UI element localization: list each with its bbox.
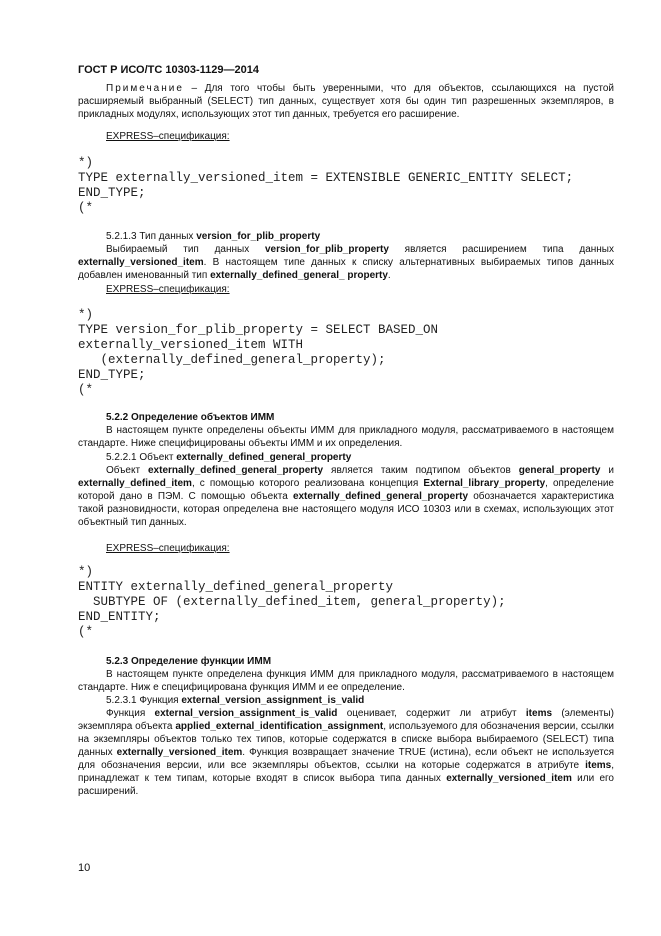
section-5221-number: 5.2.2.1 Объект xyxy=(106,452,177,463)
term: version_for_plib_property xyxy=(265,244,389,255)
express-label-text: EXPRESS–спецификация: xyxy=(106,131,230,142)
text: является таким подтипом объектов xyxy=(323,465,519,476)
term: external_version_assignment_is_valid xyxy=(154,708,338,719)
code-block-entity-externally-defined-general-property: *) ENTITY externally_defined_general_property SUBTYPE OF (externally_defined_item, general_property); END_ENTITY; (* xyxy=(78,565,506,639)
term: externally_defined_item xyxy=(78,478,192,489)
term: items xyxy=(525,708,553,719)
text: , с помощью которого реализована концепция xyxy=(191,478,424,489)
text: . Функция возвращает значение TRUE (истина), если объект не используется для обозначения версии, или все экземпляры объектов, ссылки на которые содержатся в атрибуте xyxy=(78,747,614,771)
text: оценивает, содержит ли атрибут xyxy=(337,708,526,719)
express-label-text: EXPRESS–спецификация: xyxy=(106,284,230,295)
term: externally_defined_general_property xyxy=(292,491,469,502)
code-block-version-for-plib-property: *) TYPE version_for_plib_property = SELECT BASED_ON externally_versioned_item WITH (externally_defined_general_property); END_TYPE; (* xyxy=(78,308,439,397)
text: , используемого для обозначения версии, ссылки на экземпляры объектов только тех типов, которые содержатся в списке выбора выбираемого (SELECT) типа данных xyxy=(78,721,614,758)
section-523-heading: 5.2.3 Определение функции ИММ xyxy=(106,656,272,667)
section-5213-heading xyxy=(78,230,614,243)
term: items xyxy=(585,760,612,771)
term: externally_versioned_item xyxy=(446,773,572,784)
text: , определение которой дано в ПЭМ. С помощью объекта xyxy=(78,478,614,502)
text: . xyxy=(387,270,391,281)
express-label-3 xyxy=(78,542,614,555)
document-header: ГОСТ Р ИСО/ТС 10303-1129—2014 xyxy=(78,64,259,76)
section-5231-number: 5.2.3.1 Функция xyxy=(106,695,182,706)
text: и xyxy=(600,465,614,476)
page-number: 10 xyxy=(78,862,91,874)
note-dash: – xyxy=(183,83,205,94)
section-522-heading: 5.2.2 Определение объектов ИММ xyxy=(106,412,275,423)
section-5221-paragraph xyxy=(78,464,614,529)
text: . В настоящем типе данных к списку альтернативных выбираемых типов данных добавлен именованный тип xyxy=(78,257,614,281)
express-label-2 xyxy=(78,283,614,296)
section-5221-heading xyxy=(78,451,614,464)
section-5213-paragraph xyxy=(78,243,614,282)
text: Выбираемый тип данных xyxy=(106,244,265,255)
section-523-paragraph: В настоящем пункте определена функция ИММ для прикладного модуля, рассматриваемого в настоящем стандарте. Ниж е специфицирована функция ИММ и ее определение. xyxy=(78,669,614,693)
section-5213-name: version_for_plib_property xyxy=(196,231,321,242)
term: External_library_property xyxy=(423,478,546,489)
term: externally_defined_general_property xyxy=(148,465,324,476)
section-5231-heading xyxy=(78,694,614,707)
note-text: Для того чтобы быть уверенными, что для объектов, ссылающихся на пустой расширяемый выбранный (SELECT) тип данных, существует хотя бы один тип разрешенных экземпляров, в прикладных модулях, использующих этот тип данных, требуется его расширение. xyxy=(78,83,614,120)
express-label-1 xyxy=(78,130,614,143)
text: Функция xyxy=(106,708,155,719)
note-paragraph xyxy=(78,82,614,121)
term: general_property xyxy=(518,465,601,476)
term: externally_versioned_item xyxy=(116,747,243,758)
section-522-paragraph: В настоящем пункте определены объекты ИММ для прикладного модуля, рассматриваемого в настоящем стандарте. Ниже специфицированы объекты ИММ и их определения. xyxy=(78,425,614,449)
section-5231-paragraph xyxy=(78,707,614,798)
term: externally_versioned_item xyxy=(78,257,204,268)
note-label: Примечание xyxy=(106,83,184,94)
code-block-type-externally-versioned-item: *) TYPE externally_versioned_item = EXTENSIBLE GENERIC_ENTITY SELECT; END_TYPE; (* xyxy=(78,156,574,215)
section-5231-name: external_version_assignment_is_valid xyxy=(181,695,365,706)
term: externally_defined_general_ property xyxy=(210,270,388,281)
text: является расширением типа данных xyxy=(388,244,614,255)
text: (элементы) экземпляра объекта xyxy=(78,708,615,732)
text: обозначается характеристика такой разновидности, которая определена вне настоящего модуля ИСО 10303 или в схемах, использующих этот объектный тип данных. xyxy=(78,491,614,528)
term: applied_external_identification_assignment xyxy=(175,721,384,732)
express-label-text: EXPRESS–спецификация: xyxy=(106,543,230,554)
text: Объект xyxy=(106,465,148,476)
text: или его расширений. xyxy=(78,773,614,797)
text: , принадлежат к тем типам, которые входят в список выбора типа данных xyxy=(78,760,614,784)
section-5213-number: 5.2.1.3 Тип данных xyxy=(106,231,197,242)
section-5221-name: externally_defined_general_property xyxy=(176,452,352,463)
